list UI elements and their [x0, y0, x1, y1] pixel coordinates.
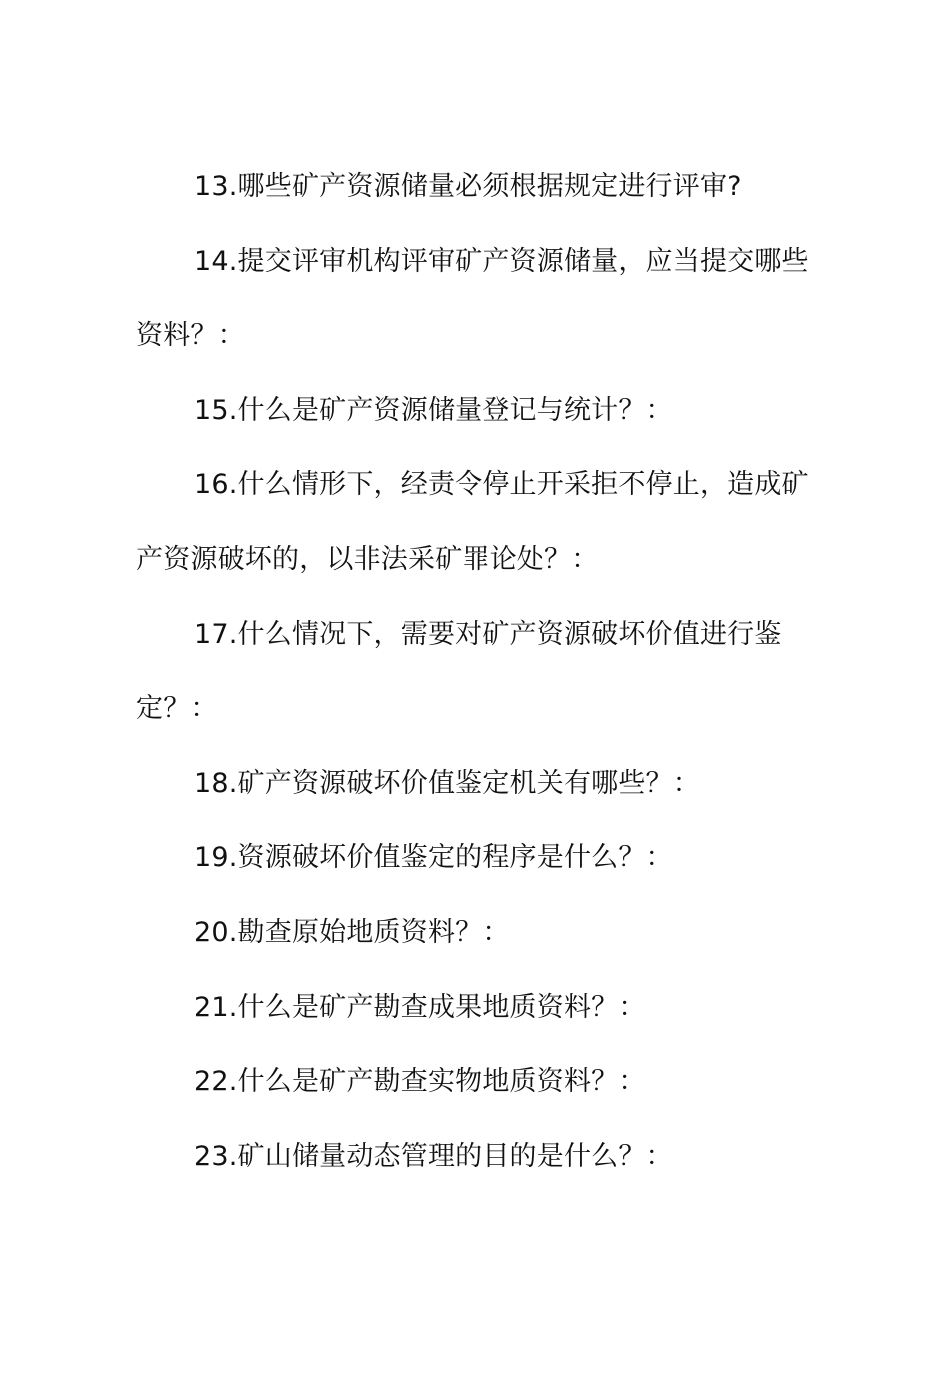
question-17: 17.什么情况下，需要对矿产资源破坏价值进行鉴定？：	[136, 618, 782, 725]
question-23: 23.矿山储量动态管理的目的是什么？：	[194, 1140, 673, 1172]
question-19: 19.资源破坏价值鉴定的程序是什么？：	[194, 842, 673, 874]
question-22: 22.什么是矿产勘查实物地质资料？：	[194, 1066, 646, 1098]
question-16: 16.什么情形下，经责令停止开采拒不停止，造成矿产资源破坏的，以非法采矿罪论处？：	[136, 469, 809, 575]
question-14: 14.提交评审机构评审矿产资源储量，应当提交哪些资料？：	[136, 245, 809, 352]
question-21: 21.什么是矿产勘查成果地质资料？：	[194, 991, 646, 1023]
document-body	[136, 150, 812, 1194]
question-20: 20.勘查原始地质资料？：	[194, 916, 510, 948]
question-13: 13.哪些矿产资源储量必须根据规定进行评审?	[194, 171, 742, 202]
question-18: 18.矿产资源破坏价值鉴定机关有哪些？：	[194, 767, 700, 799]
question-15: 15.什么是矿产资源储量登记与统计？：	[194, 394, 673, 426]
